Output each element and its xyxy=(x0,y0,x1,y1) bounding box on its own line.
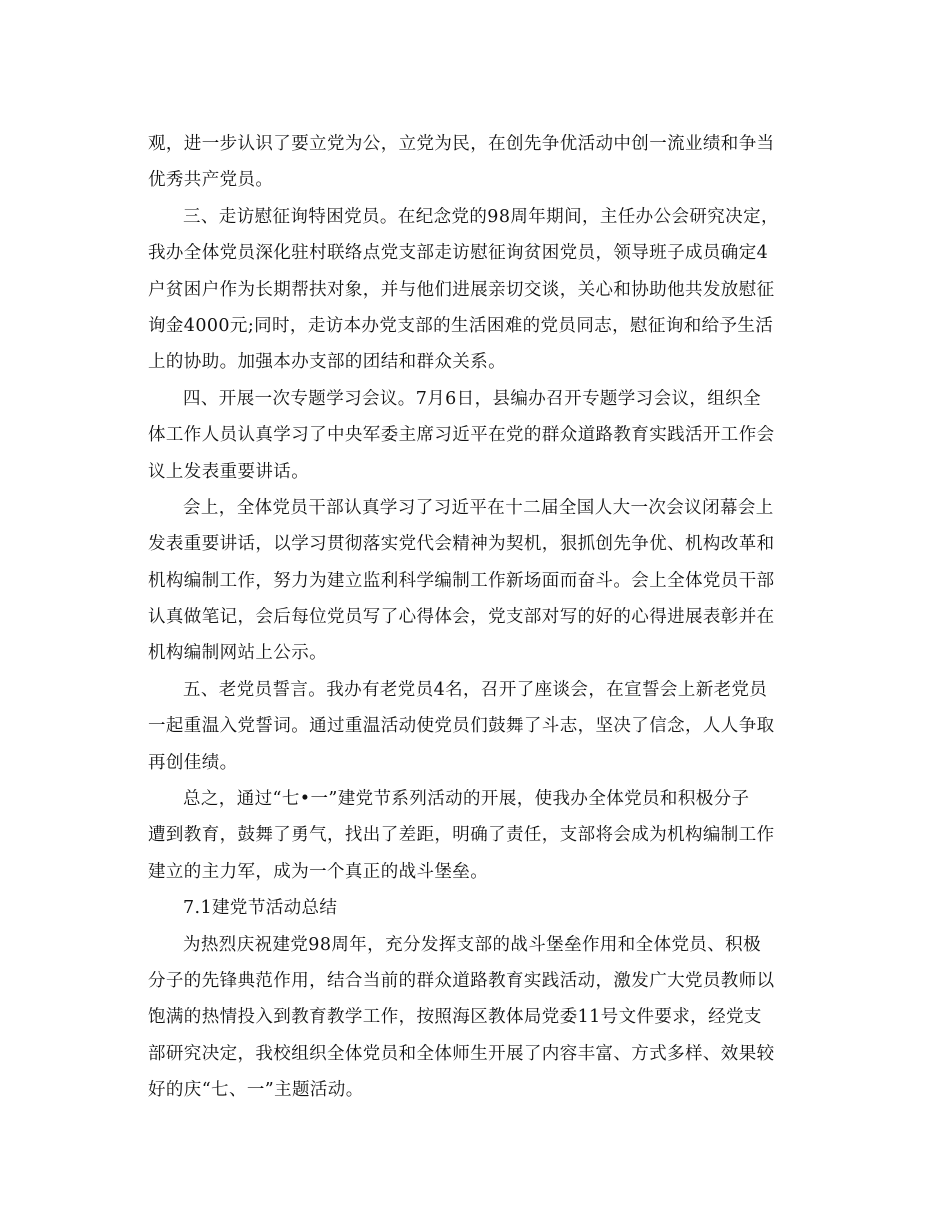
text-line: 体工作人员认真学习了中央军委主席习近平在党的群众道路教育实践活开工作会 xyxy=(148,425,775,446)
text-line: 部研究决定，我校组织全体党员和全体师生开展了内容丰富、方式多样、效果较 xyxy=(148,1043,775,1064)
text-line: 7.1建党节活动总结 xyxy=(183,898,338,919)
text-line: 五、老党员誓言。我办有老党员4名，召开了座谈会，在宣誓会上新老党员 xyxy=(183,679,768,700)
text-line: 饱满的热情投入到教育教学工作，按照海区教体局党委11号文件要求，经党支 xyxy=(148,1007,762,1028)
text-line: 三、走访慰征询特困党员。在纪念党的98周年期间，主任办公会研究决定， xyxy=(183,206,779,227)
text-line: 再创佳绩。 xyxy=(148,752,238,773)
text-line: 一起重温入党誓词。通过重温活动使党员们鼓舞了斗志，坚决了信念，人人争取 xyxy=(148,716,775,737)
text-line: 总之，通过“七•一”建党节系列活动的开展，使我办全体党员和积极分子 xyxy=(183,789,750,810)
text-line: 我办全体党员深化驻村联络点党支部走访慰征询贫困党员，领导班子成员确定4 xyxy=(148,243,769,264)
text-line: 议上发表重要讲话。 xyxy=(148,461,310,482)
text-line: 发表重要讲话，以学习贯彻落实党代会精神为契机，狠抓创先争优、机构改革和 xyxy=(148,534,775,555)
text-line: 观，进一步认识了要立党为公，立党为民，在创先争优活动中创一流业绩和争当 xyxy=(148,134,775,154)
text-line: 机构编制网站上公示。 xyxy=(148,643,327,664)
text-line: 优秀共产党员。 xyxy=(148,170,274,191)
text-line: 四、开展一次专题学习会议。7月6日，县编办召开专题学习会议，组织全 xyxy=(183,388,761,409)
text-line: 认真做笔记，会后每位党员写了心得体会，党支部对写的好的心得进展表彰并在 xyxy=(148,607,775,628)
document-body xyxy=(148,126,802,1109)
text-line: 户贫困户作为长期帮扶对象，并与他们进展亲切交谈，关心和协助他共发放慰征 xyxy=(148,279,775,300)
text-line: 机构编制工作，努力为建立监利科学编制工作新场面而奋斗。会上全体党员干部 xyxy=(148,570,775,591)
text-line: 为热烈庆祝建党98周年，充分发挥支部的战斗堡垒作用和全体党员、积极 xyxy=(183,934,761,955)
text-line: 会上，全体党员干部认真学习了习近平在十二届全国人大一次会议闭幕会上 xyxy=(183,497,774,518)
text-line: 建立的主力军，成为一个真正的战斗堡垒。 xyxy=(148,861,489,882)
text-line: 好的庆“七、一”主题活动。 xyxy=(148,1080,364,1101)
text-line: 分子的先锋典范作用，结合当前的群众道路教育实践活动，激发广大党员教师以 xyxy=(148,970,775,991)
text-line: 上的协助。加强本办支部的团结和群众关系。 xyxy=(148,352,506,373)
text-line: 询金4000元;同时，走访本办党支部的生活困难的党员同志，慰征询和给予生活 xyxy=(148,315,774,336)
text-line: 遭到教育，鼓舞了勇气，找出了差距，明确了责任，支部将会成为机构编制工作 xyxy=(148,825,775,846)
